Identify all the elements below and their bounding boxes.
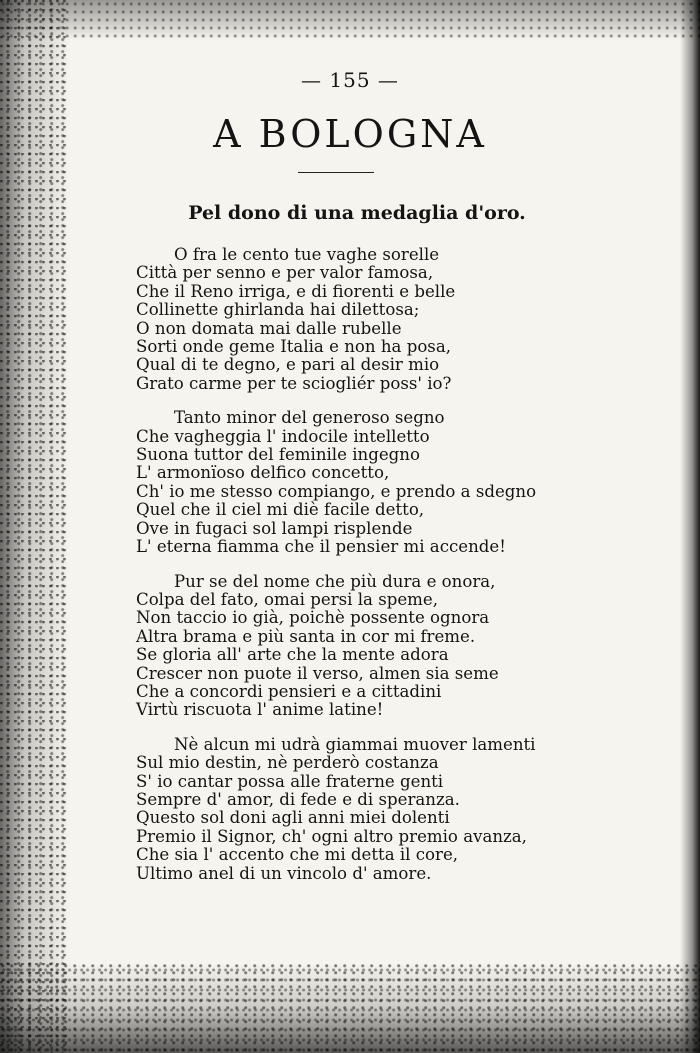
poem-line: Qual di te degno, e pari al desir mio: [136, 355, 440, 375]
poem-line: Sempre d' amor, di fede e di speranza.: [136, 789, 460, 809]
poem-line: Pur se del nome che più dura e onora,: [174, 571, 496, 591]
poem-line: Sorti onde geme Italia e non ha posa,: [136, 337, 451, 357]
poem-line: S' io cantar possa alle fraterne genti: [136, 771, 444, 791]
page-number: — 155 —: [301, 68, 399, 92]
stanza: [136, 246, 556, 393]
poem-line: Sul mio destin, nè perderò costanza: [136, 753, 439, 773]
poem-line: Ultimo anel di un vincolo d' amore.: [136, 863, 432, 883]
scan-edge-left: [0, 0, 70, 1053]
poem-line: Che a concordi pensieri e a cittadini: [136, 681, 442, 701]
poem-line: Nè alcun mi udrà giammai muover lamenti: [174, 734, 536, 754]
poem-line: L' armonïoso delfico concetto,: [136, 463, 390, 483]
poem-line: O non domata mai dalle rubelle: [136, 318, 402, 338]
poem-line: Se gloria all' arte che la mente adora: [136, 645, 449, 665]
poem-line: Grato carme per te sciogliér poss' io?: [136, 373, 452, 393]
poem-line: Premio il Signor, ch' ogni altro premio avanza,: [136, 826, 527, 846]
poem-subtitle: Pel dono di una medaglia d'oro.: [188, 202, 526, 224]
poem-line: Che il Reno irriga, e di fiorenti e belle: [136, 281, 456, 301]
poem-line: Città per senno e per valor famosa,: [136, 263, 434, 283]
poem-line: Suona tuttor del feminile ingegno: [136, 445, 420, 465]
stanza: [136, 736, 556, 883]
poem-line: Ove in fugaci sol lampi risplende: [136, 518, 413, 538]
poem-line: O fra le cento tue vaghe sorelle: [174, 245, 440, 264]
poem-line: Collinette ghirlanda hai dilettosa;: [136, 300, 420, 320]
poem-line: Questo sol doni agli anni miei dolenti: [136, 808, 450, 828]
poem-line: Altra brama e più santa in cor mi freme.: [136, 626, 476, 646]
poem-line: Virtù riscuota l' anime latine!: [136, 700, 384, 720]
stanza: [136, 409, 556, 556]
poem-line: Colpa del fato, omai persi la speme,: [136, 589, 438, 609]
poem-line: Crescer non puote il verso, almen sia seme: [136, 663, 499, 683]
poem-line: Che vagheggia l' indocile intelletto: [136, 426, 430, 446]
scan-edge-bottom: [0, 963, 700, 1053]
poem-line: Non taccio io già, poichè possente ognora: [136, 608, 490, 628]
scan-edge-top: [0, 0, 700, 40]
poem-line: Ch' io me stesso compiango, e prendo a sdegno: [136, 481, 537, 501]
poem-line: Che sia l' accento che mi detta il core,: [136, 845, 459, 865]
page-title: A BOLOGNA: [213, 112, 487, 156]
poem-body: [136, 246, 556, 899]
scan-edge-right: [680, 0, 700, 1053]
poem-line: Quel che il ciel mi diè facile detto,: [136, 500, 425, 520]
poem-line: Tanto minor del generoso segno: [174, 408, 445, 428]
title-divider: [298, 172, 374, 173]
poem-line: L' eterna fiamma che il pensier mi accende!: [136, 537, 506, 557]
stanza: [136, 573, 556, 720]
